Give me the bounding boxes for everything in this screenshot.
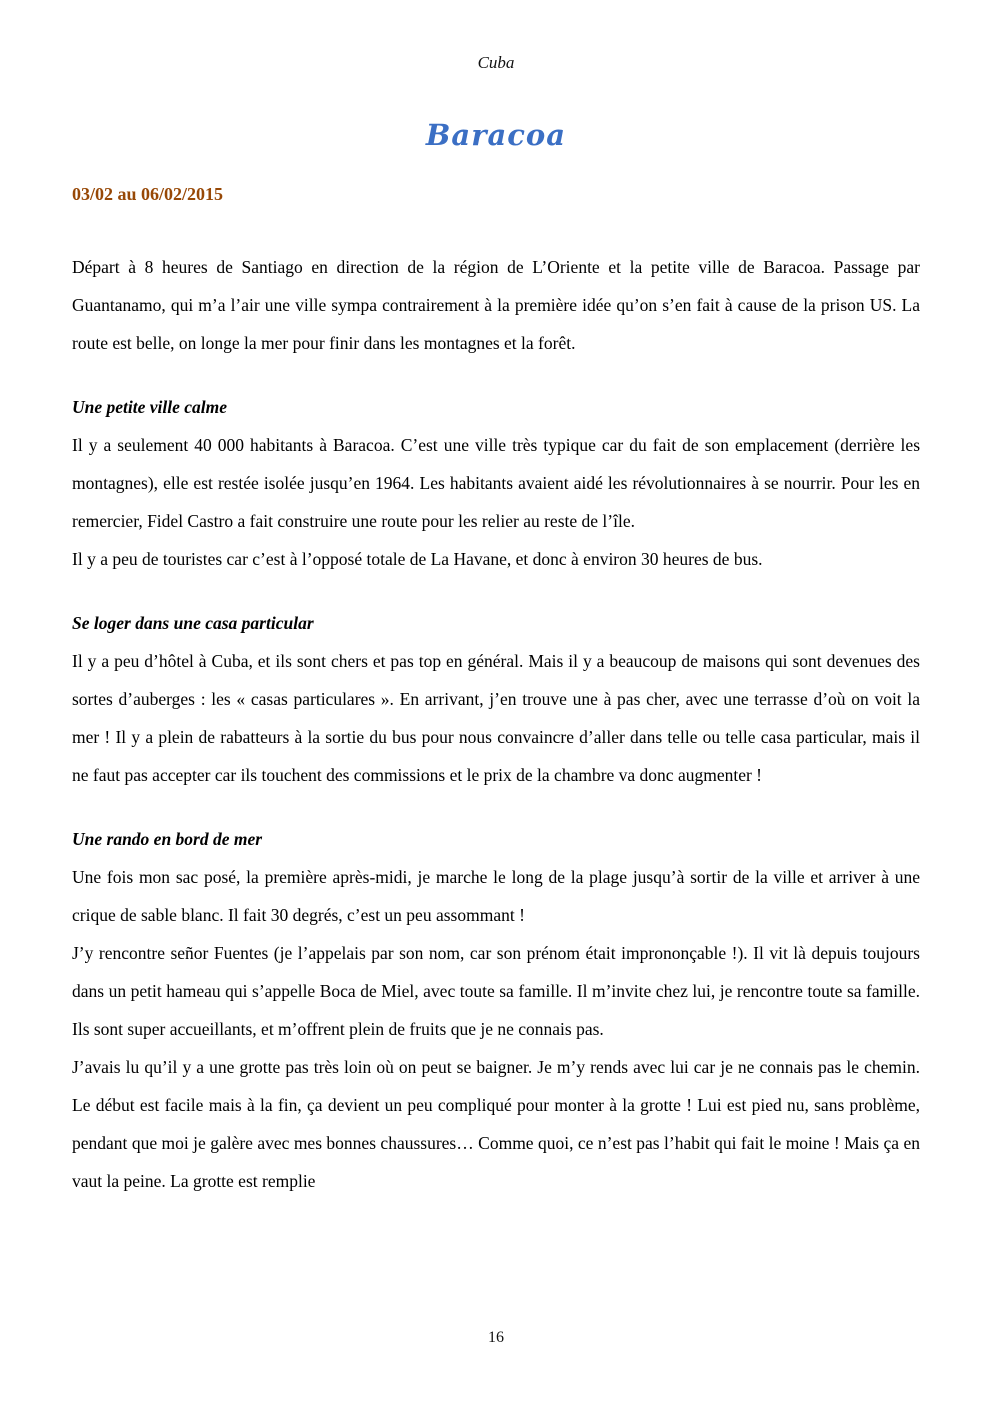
paragraph: J’avais lu qu’il y a une grotte pas très loin où on peut se baigner. Je m’y rends avec lui car je ne connais pas le chemin. Le début est facile mais à la fin, ça devient un peu compliqué pour monter à la grotte ! Lui est pied nu, sans problème, pendant que moi je galère avec mes bonnes chaussures… Comme quoi, ce n’est pas l’habit qui fait le moine ! Mais ça en vaut la peine. La grotte est remplie [72, 1057, 920, 1191]
paragraph-intro: Départ à 8 heures de Santiago en direction de la région de L’Oriente et la petite ville de Baracoa. Passage par Guantanamo, qui m’a l’air une ville sympa contrairement à la première idée qu’on s’en fait à cause de la prison US. La route est belle, on longe la mer pour finir dans les montagnes et la forêt. [72, 257, 920, 353]
page-number: 16 [488, 1329, 504, 1346]
paragraph: Il y a peu d’hôtel à Cuba, et ils sont chers et pas top en général. Mais il y a beaucoup de maisons qui sont devenues des sortes d’auberges : les « casas particulares ». En arrivant, j’en trouve une à pas cher, avec une terrasse d’où on voit la mer ! Il y a plein de rabatteurs à la sortie du bus pour nous convaincre d’aller dans telle ou telle casa particular, mais il ne faut pas accepter car ils touchent des commissions et le prix de la chambre va donc augmenter ! [72, 651, 920, 785]
running-header: Cuba [477, 53, 515, 72]
paragraph: Une fois mon sac posé, la première après-midi, je marche le long de la plage jusqu’à sortir de la ville et arriver à une crique de sable blanc. Il fait 30 degrés, c’est un peu assommant ! [72, 867, 920, 925]
paragraph: Il y a seulement 40 000 habitants à Baracoa. C’est une ville très typique car du fait de son emplacement (derrière les montagnes), elle est restée isolée jusqu’en 1964. Les habitants avaient aidé les révolutionnaires à se nourrir. Pour les en remercier, Fidel Castro a fait construire une route pour les relier au reste de l’île. [72, 435, 920, 531]
section-heading-casa-particular: Se loger dans une casa particular [72, 613, 314, 633]
date-range: 03/02 au 06/02/2015 [72, 184, 224, 204]
section-heading-ville-calme: Une petite ville calme [72, 397, 228, 417]
section-heading-rando-bord-de-mer: Une rando en bord de mer [72, 829, 263, 849]
paragraph: J’y rencontre señor Fuentes (je l’appelais par son nom, car son prénom était imprononçable !). Il vit là depuis toujours dans un petit hameau qui s’appelle Boca de Miel, avec toute sa famille. Il m’invite chez lui, je rencontre toute sa famille. Ils sont super accueillants, et m’offrent plein de fruits que je ne connais pas. [72, 943, 920, 1039]
page-title: Baracoa [425, 118, 567, 152]
paragraph: Il y a peu de touristes car c’est à l’opposé totale de La Havane, et donc à environ 30 heures de bus. [72, 549, 763, 569]
